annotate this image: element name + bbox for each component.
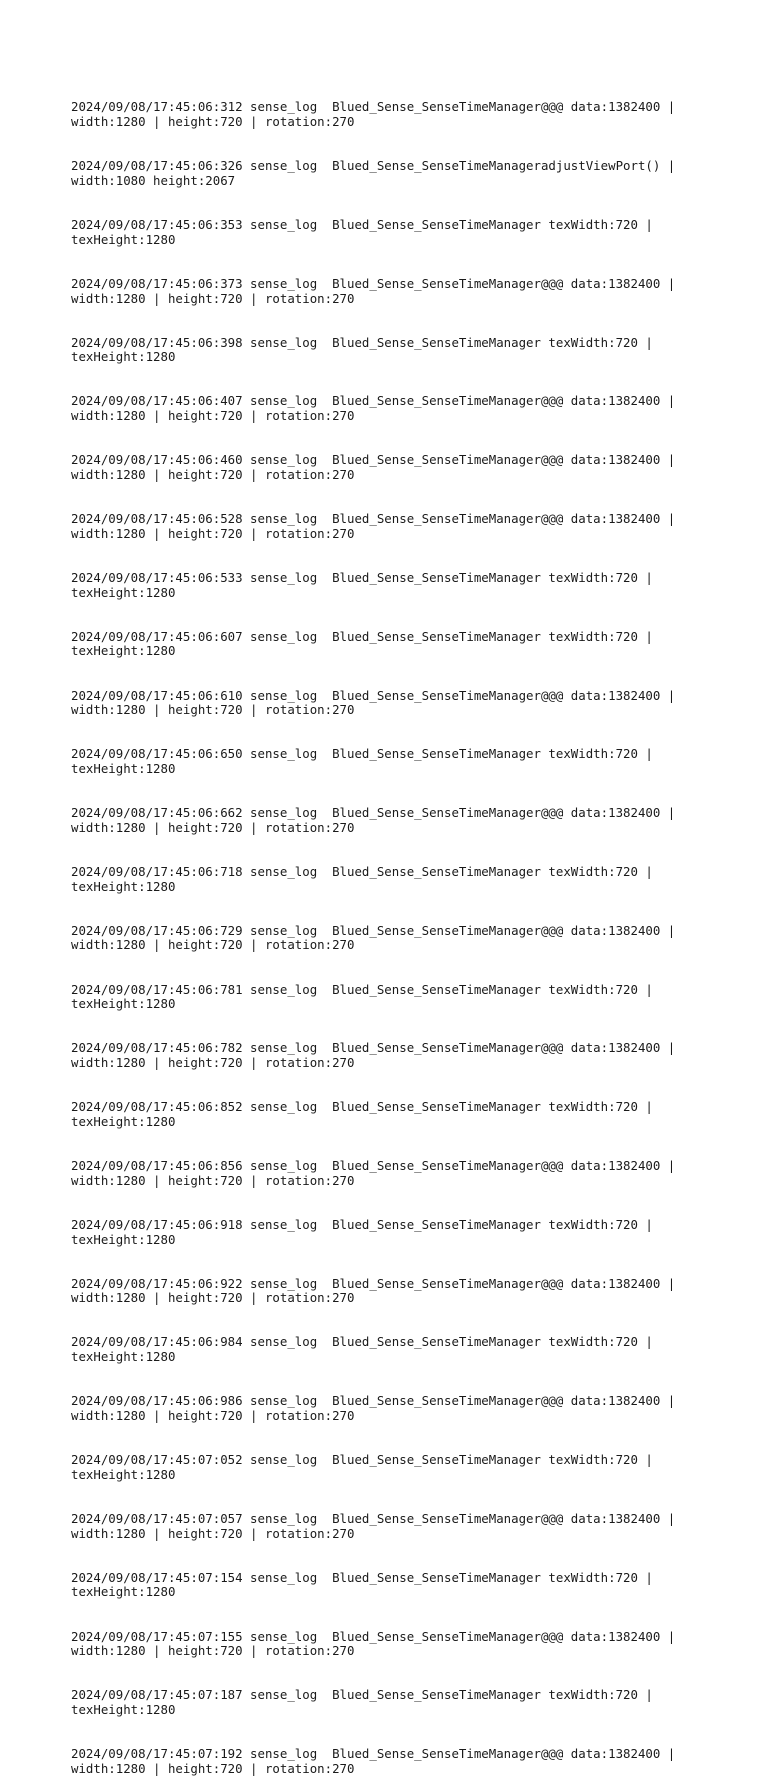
log-entry: 2024/09/08/17:45:06:650 sense_log Blued_Sense_SenseTimeManager texWidth:720 | texHeight:1280 <box>71 746 661 777</box>
log-entry: 2024/09/08/17:45:06:373 sense_log Blued_Sense_SenseTimeManager@@@ data:1382400 | width:1280 | height:720 | rotation:270 <box>71 275 683 306</box>
log-entry: 2024/09/08/17:45:06:662 sense_log Blued_Sense_SenseTimeManager@@@ data:1382400 | width:1280 | height:720 | rotation:270 <box>71 805 683 835</box>
log-entry: 2024/09/08/17:45:06:407 sense_log Blued_Sense_SenseTimeManager@@@ data:1382400 | width:1280 | height:720 | rotation:270 <box>71 393 683 424</box>
log-entry: 2024/09/08/17:45:06:460 sense_log Blued_Sense_SenseTimeManager@@@ data:1382400 | width:1280 | height:720 | rotation:270 <box>71 452 683 482</box>
log-entry: 2024/09/08/17:45:06:984 sense_log Blued_Sense_SenseTimeManager texWidth:720 | texHeight:1280 <box>71 1334 661 1365</box>
log-entry: 2024/09/08/17:45:06:781 sense_log Blued_Sense_SenseTimeManager texWidth:720 | texHeight:1280 <box>71 981 661 1012</box>
log-entry: 2024/09/08/17:45:07:154 sense_log Blued_Sense_SenseTimeManager texWidth:720 | texHeight:1280 <box>71 1569 661 1600</box>
log-entry: 2024/09/08/17:45:07:057 sense_log Blued_Sense_SenseTimeManager@@@ data:1382400 | width:1280 | height:720 | rotation:270 <box>71 1510 683 1541</box>
log-entry: 2024/09/08/17:45:07:187 sense_log Blued_Sense_SenseTimeManager texWidth:720 | texHeight:1280 <box>71 1687 661 1718</box>
log-entry: 2024/09/08/17:45:07:155 sense_log Blued_Sense_SenseTimeManager@@@ data:1382400 | width:1280 | height:720 | rotation:270 <box>71 1628 683 1659</box>
log-entry: 2024/09/08/17:45:06:528 sense_log Blued_Sense_SenseTimeManager@@@ data:1382400 | width:1280 | height:720 | rotation:270 <box>71 511 683 541</box>
log-entry: 2024/09/08/17:45:06:326 sense_log Blued_Sense_SenseTimeManageradjustViewPort() | width:1080 height:2067 <box>71 158 683 188</box>
log-entry: 2024/09/08/17:45:06:610 sense_log Blued_Sense_SenseTimeManager@@@ data:1382400 | width:1280 | height:720 | rotation:270 <box>71 687 683 718</box>
log-entry: 2024/09/08/17:45:06:852 sense_log Blued_Sense_SenseTimeManager texWidth:720 | texHeight:1280 <box>71 1099 661 1129</box>
log-entry: 2024/09/08/17:45:06:607 sense_log Blued_Sense_SenseTimeManager texWidth:720 | texHeight:1280 <box>71 628 661 659</box>
log-entry: 2024/09/08/17:45:06:398 sense_log Blued_Sense_SenseTimeManager texWidth:720 | texHeight:1280 <box>71 334 661 365</box>
log-entry: 2024/09/08/17:45:06:533 sense_log Blued_Sense_SenseTimeManager texWidth:720 | texHeight:1280 <box>71 569 661 600</box>
log-text-body <box>71 71 731 1791</box>
log-entry: 2024/09/08/17:45:07:052 sense_log Blued_Sense_SenseTimeManager texWidth:720 | texHeight:1280 <box>71 1452 661 1482</box>
log-entry: 2024/09/08/17:45:07:192 sense_log Blued_Sense_SenseTimeManager@@@ data:1382400 | width:1280 | height:720 | rotation:270 <box>71 1746 683 1776</box>
log-entry: 2024/09/08/17:45:06:986 sense_log Blued_Sense_SenseTimeManager@@@ data:1382400 | width:1280 | height:720 | rotation:270 <box>71 1393 683 1423</box>
log-entry: 2024/09/08/17:45:06:918 sense_log Blued_Sense_SenseTimeManager texWidth:720 | texHeight:1280 <box>71 1216 661 1247</box>
log-entry: 2024/09/08/17:45:06:718 sense_log Blued_Sense_SenseTimeManager texWidth:720 | texHeight:1280 <box>71 863 661 894</box>
log-entry: 2024/09/08/17:45:06:856 sense_log Blued_Sense_SenseTimeManager@@@ data:1382400 | width:1280 | height:720 | rotation:270 <box>71 1158 683 1188</box>
log-entry: 2024/09/08/17:45:06:312 sense_log Blued_Sense_SenseTimeManager@@@ data:1382400 | width:1280 | height:720 | rotation:270 <box>71 99 683 130</box>
log-entry: 2024/09/08/17:45:06:353 sense_log Blued_Sense_SenseTimeManager texWidth:720 | texHeight:1280 <box>71 217 661 247</box>
log-entry: 2024/09/08/17:45:06:782 sense_log Blued_Sense_SenseTimeManager@@@ data:1382400 | width:1280 | height:720 | rotation:270 <box>71 1040 683 1071</box>
log-entry: 2024/09/08/17:45:06:922 sense_log Blued_Sense_SenseTimeManager@@@ data:1382400 | width:1280 | height:720 | rotation:270 <box>71 1275 683 1306</box>
log-entry: 2024/09/08/17:45:06:729 sense_log Blued_Sense_SenseTimeManager@@@ data:1382400 | width:1280 | height:720 | rotation:270 <box>71 922 683 953</box>
